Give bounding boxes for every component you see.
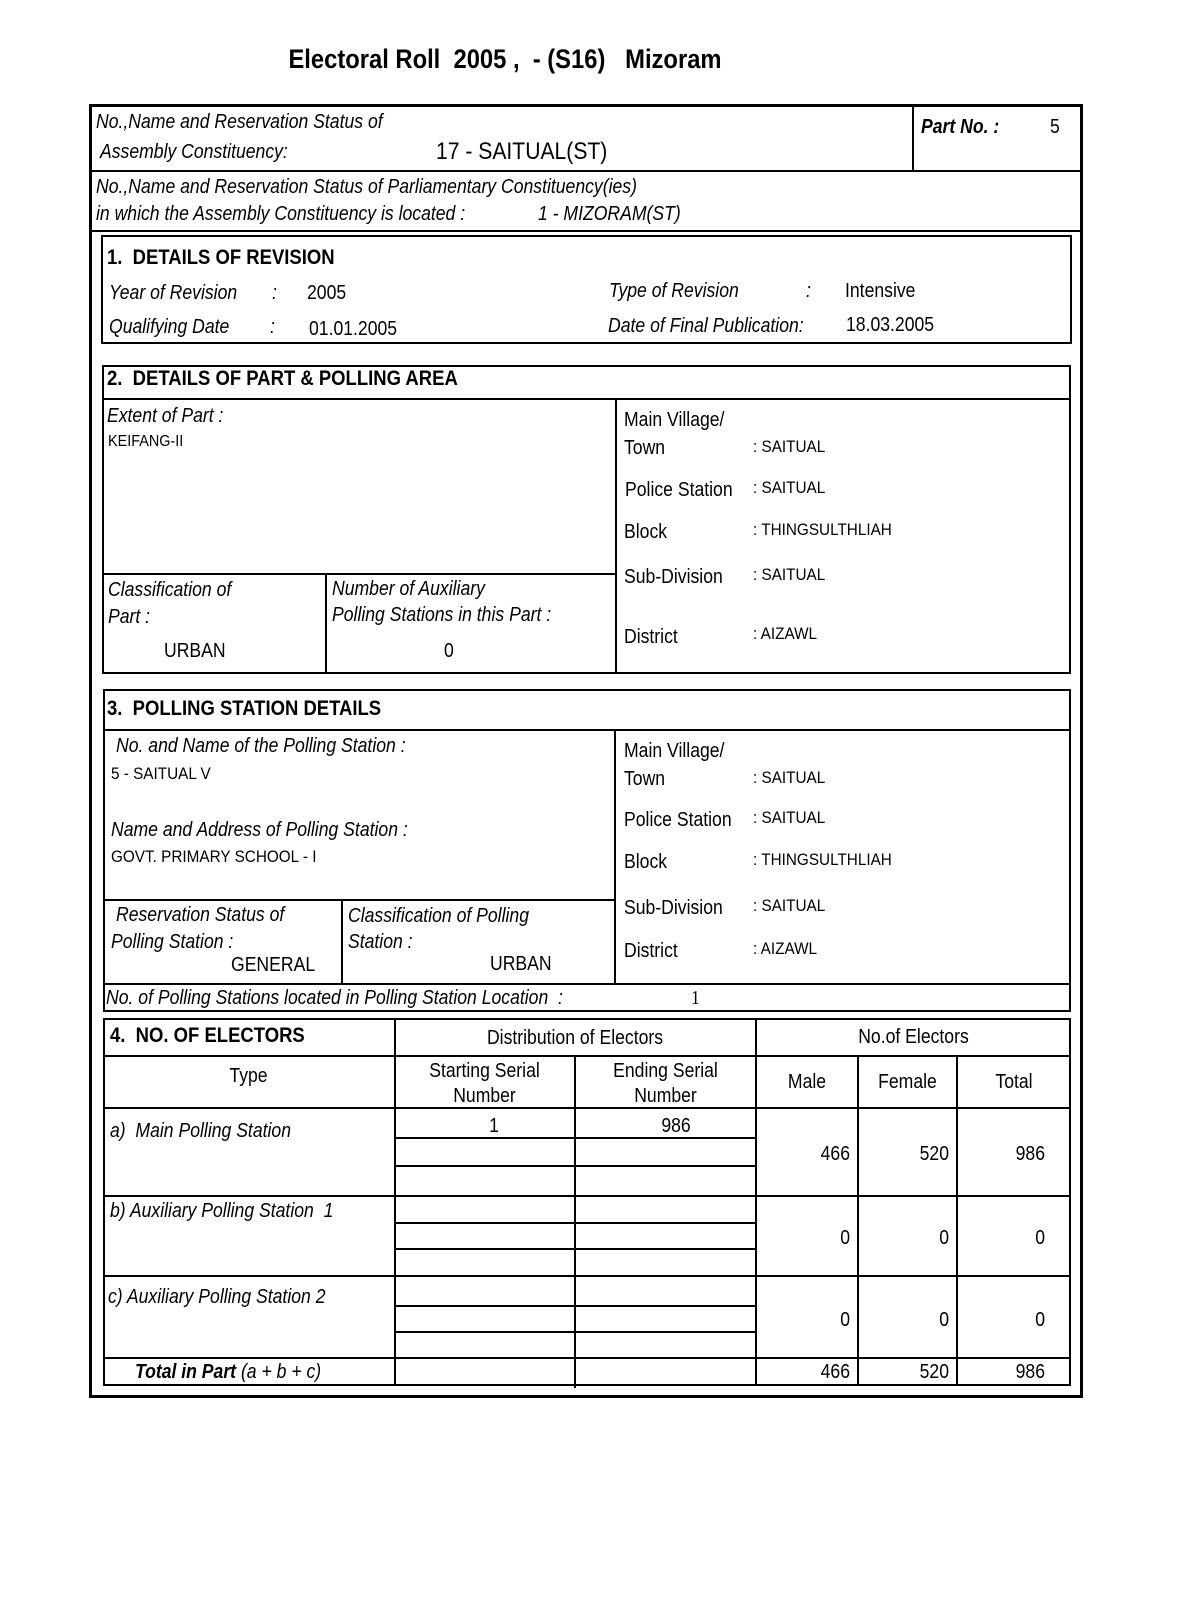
count-header: No.of Electors: [858, 1026, 969, 1048]
district-value: : AIZAWL: [753, 939, 818, 958]
location-count-value: 1: [691, 987, 700, 1009]
aux-count-value: 0: [444, 640, 454, 662]
police-station-label: Police Station: [625, 479, 733, 501]
column-header-start: Starting Serial: [429, 1060, 540, 1082]
row-female: 0: [939, 1227, 949, 1249]
extent-label: Extent of Part :: [107, 405, 224, 427]
section-heading: 3. POLLING STATION DETAILS: [107, 697, 382, 720]
station-classification-label: Classification of Polling: [348, 905, 529, 927]
part-no-value: 5: [1050, 116, 1060, 138]
page-title: Electoral Roll 2005 , - (S16) Mizoram: [288, 44, 722, 74]
block-value: : THINGSULTHLIAH: [753, 520, 892, 539]
station-classification-value: URBAN: [490, 953, 552, 975]
total-label-rest: (a + b + c): [236, 1361, 322, 1383]
row-total: 986: [1015, 1143, 1045, 1165]
ac-label: No.,Name and Reservation Status of: [96, 111, 383, 133]
village-label: Main Village/: [624, 409, 725, 431]
divider: [89, 230, 1083, 232]
ac-label: Assembly Constituency:: [100, 141, 288, 163]
block-value: : THINGSULTHLIAH: [753, 850, 892, 869]
aux-count-label: Number of Auxiliary: [332, 578, 485, 600]
divider: [103, 1275, 1071, 1277]
classification-label: Part :: [108, 606, 151, 628]
subdivision-label: Sub-Division: [624, 566, 723, 588]
part-no-label: Part No. :: [921, 116, 1000, 138]
district-label: District: [624, 940, 678, 962]
aux-count-label: Polling Stations in this Part :: [332, 604, 552, 626]
colon: :: [806, 280, 811, 302]
year-value: 2005: [307, 282, 347, 304]
divider: [341, 899, 343, 984]
row-male: 0: [840, 1309, 850, 1331]
qualifying-value: 01.01.2005: [309, 318, 398, 340]
pc-value: 1 - MIZORAM(ST): [538, 203, 681, 225]
station-classification-label: Station :: [348, 931, 413, 953]
divider: [89, 170, 1083, 172]
village-label: Town: [624, 768, 666, 790]
column-header-total: Total: [995, 1071, 1033, 1093]
divider: [615, 398, 617, 674]
station-address-value: GOVT. PRIMARY SCHOOL - I: [111, 847, 317, 866]
divider: [103, 1055, 1071, 1057]
row-male: 0: [840, 1227, 850, 1249]
section-heading: 2. DETAILS OF PART & POLLING AREA: [107, 367, 458, 390]
row-type: a) Main Polling Station: [110, 1120, 291, 1142]
village-value: : SAITUAL: [753, 437, 826, 456]
pc-label: No.,Name and Reservation Status of Parliamentary Constituency(ies): [96, 176, 637, 198]
subdivision-label: Sub-Division: [624, 897, 723, 919]
total-male: 466: [820, 1361, 850, 1383]
police-station-value: : SAITUAL: [753, 808, 826, 827]
row-female: 0: [939, 1309, 949, 1331]
total-female: 520: [919, 1361, 949, 1383]
divider: [755, 1018, 757, 1386]
divider: [103, 1357, 1071, 1359]
divider: [103, 899, 615, 901]
block-label: Block: [624, 851, 668, 873]
column-header-end: Number: [634, 1085, 697, 1107]
type-value: Intensive: [845, 280, 916, 302]
classification-label: Classification of: [108, 579, 232, 601]
extent-value: KEIFANG-II: [108, 433, 184, 450]
year-label: Year of Revision: [109, 282, 238, 304]
column-header-type: Type: [229, 1065, 268, 1087]
row-male: 466: [820, 1143, 850, 1165]
station-address-label: Name and Address of Polling Station :: [111, 819, 408, 841]
part-area-section: [102, 365, 1071, 674]
station-name-value: 5 - SAITUAL V: [111, 764, 211, 783]
row-total: 0: [1035, 1309, 1045, 1331]
divider: [614, 729, 616, 984]
row-total: 0: [1035, 1227, 1045, 1249]
district-label: District: [624, 626, 678, 648]
divider: [956, 1055, 958, 1386]
divider: [574, 1055, 576, 1388]
type-label: Type of Revision: [609, 280, 739, 302]
qualifying-label: Qualifying Date: [109, 316, 230, 338]
divider: [102, 398, 1071, 400]
row-female: 520: [919, 1143, 949, 1165]
column-header-end: Ending Serial: [613, 1060, 718, 1082]
colon: :: [270, 316, 275, 338]
total-total: 986: [1015, 1361, 1045, 1383]
divider: [103, 1195, 1071, 1197]
row-start: 1: [489, 1115, 499, 1137]
total-label-bold: Total in Part: [135, 1361, 237, 1383]
column-header-start: Number: [453, 1085, 516, 1107]
distribution-header: Distribution of Electors: [486, 1027, 664, 1049]
divider: [103, 983, 1071, 985]
divider: [912, 104, 914, 171]
colon: :: [272, 282, 277, 304]
column-header-female: Female: [878, 1071, 937, 1093]
reservation-label: Polling Station :: [111, 931, 234, 953]
section-heading: 1. DETAILS OF REVISION: [107, 246, 335, 269]
divider: [857, 1055, 859, 1386]
station-name-label: No. and Name of the Polling Station :: [116, 735, 406, 757]
police-station-value: : SAITUAL: [753, 478, 826, 497]
village-label: Town: [624, 437, 666, 459]
column-header-male: Male: [787, 1071, 827, 1093]
row-end: 986: [661, 1115, 691, 1137]
final-pub-label: Date of Final Publication:: [608, 315, 804, 337]
ac-value: 17 - SAITUAL(ST): [436, 138, 608, 165]
location-count-label: No. of Polling Stations located in Polling Station Location :: [106, 987, 563, 1009]
divider: [103, 729, 1071, 731]
pc-label: in which the Assembly Constituency is located :: [96, 203, 466, 225]
divider: [394, 1018, 396, 1386]
subdivision-value: : SAITUAL: [753, 565, 826, 584]
reservation-label: Reservation Status of: [116, 904, 285, 926]
subdivision-value: : SAITUAL: [753, 896, 826, 915]
block-label: Block: [624, 521, 668, 543]
divider: [102, 573, 616, 575]
reservation-value: GENERAL: [231, 954, 316, 976]
final-pub-value: 18.03.2005: [846, 314, 935, 336]
village-label: Main Village/: [624, 740, 725, 762]
village-value: : SAITUAL: [753, 768, 826, 787]
police-station-label: Police Station: [624, 809, 732, 831]
total-label: [135, 1361, 321, 1384]
row-type: b) Auxiliary Polling Station 1: [110, 1200, 334, 1222]
divider: [325, 573, 327, 674]
section-heading: 4. NO. OF ELECTORS: [110, 1024, 305, 1047]
row-type: c) Auxiliary Polling Station 2: [108, 1286, 326, 1308]
classification-value: URBAN: [164, 640, 226, 662]
district-value: : AIZAWL: [753, 624, 818, 643]
